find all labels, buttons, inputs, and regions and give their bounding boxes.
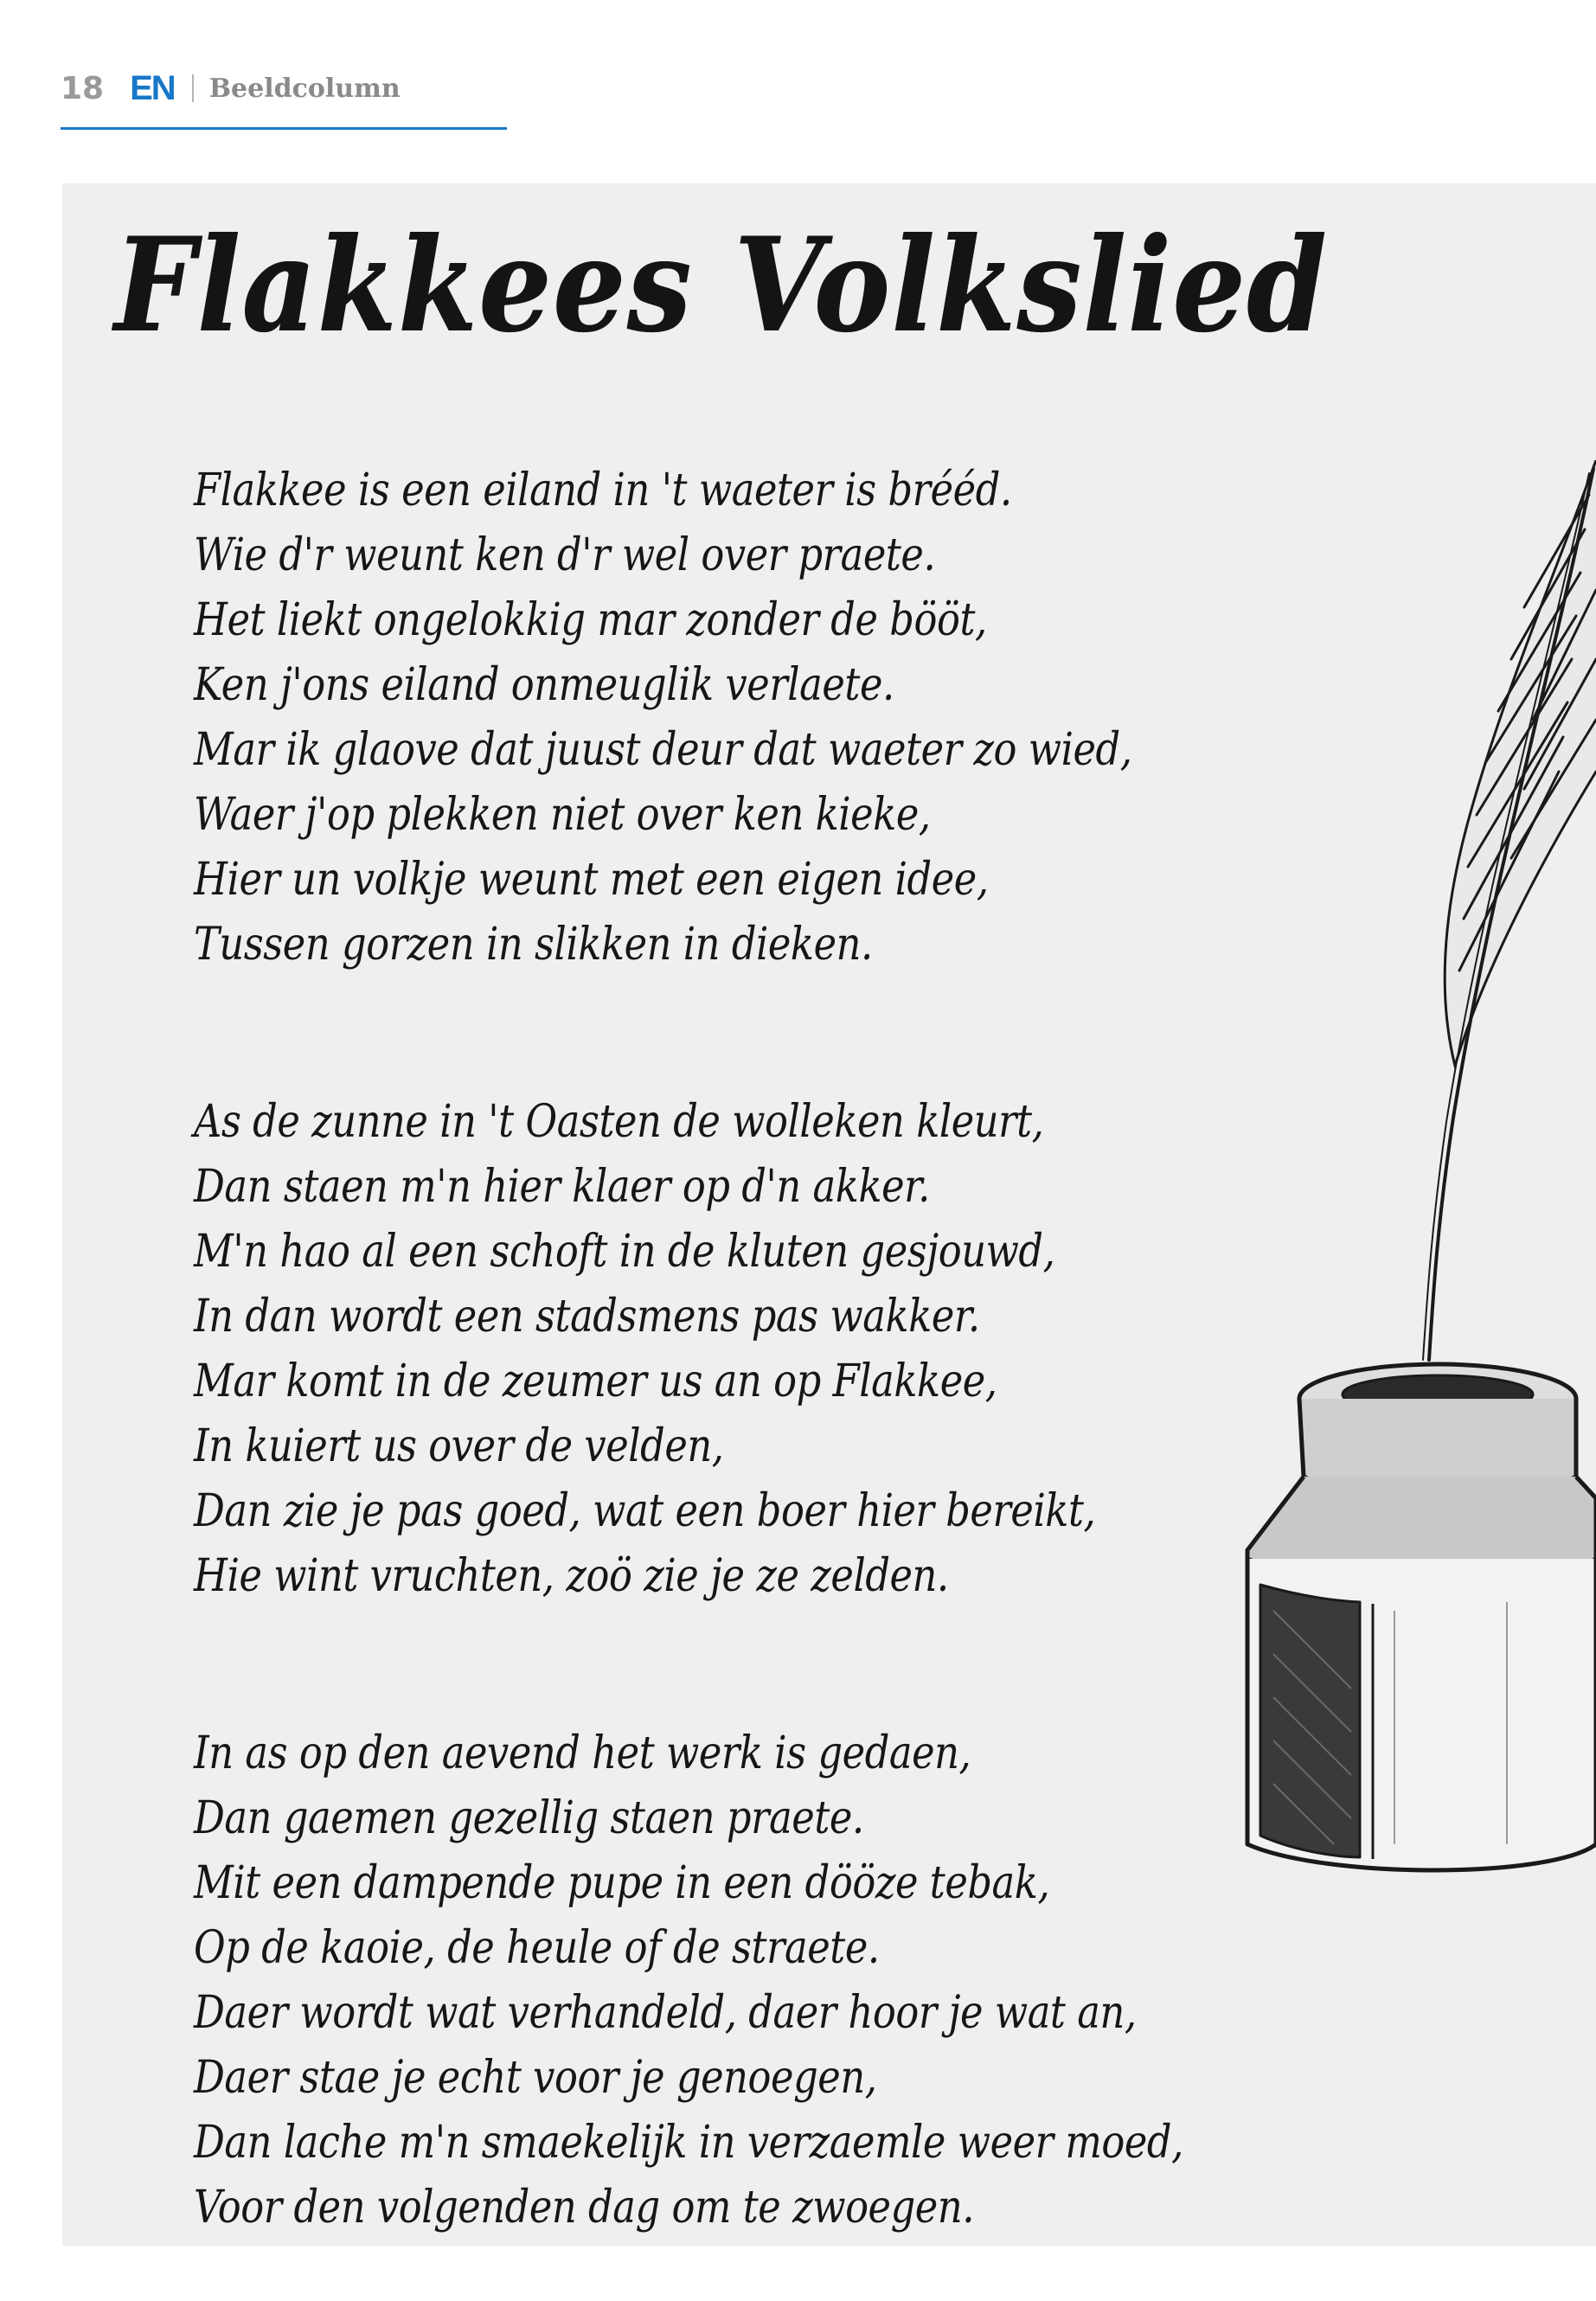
poem-line: M'n hao al een schoft in de kluten gesjouwd,	[194, 1226, 1055, 1278]
header-rule	[61, 127, 507, 130]
poem-line: Hier un volkje weunt met een eigen idee,	[194, 854, 989, 906]
poem-line: In as op den aevend het werk is gedaen,	[194, 1727, 971, 1779]
calligraphy-sheet	[62, 183, 1596, 2246]
poem-line: Voor den volgenden dag om te zwoegen.	[194, 2182, 974, 2234]
publication-logo: EN	[130, 68, 175, 107]
poem-line: Dan staen m'n hier klaer op d'n akker.	[194, 1161, 930, 1213]
stanza-3	[194, 1721, 1189, 2240]
stanza-2	[194, 1090, 1189, 1609]
poem-line: Mar komt in de zeumer us an op Flakkee,	[194, 1356, 997, 1407]
poem-line: Daer stae je echt voor je genoegen,	[194, 2052, 877, 2104]
poem-line: Het liekt ongelokkig mar zonder de bööt,	[194, 594, 987, 646]
poem-line: Dan lache m'n smaekelijk in verzaemle weer moed,	[194, 2117, 1183, 2169]
poem-line: As de zunne in 't Oasten de wolleken kleurt,	[194, 1096, 1044, 1148]
poem-line: Waer j'op plekken niet over ken kieke,	[194, 789, 931, 841]
poem-line: Dan gaemen gezellig staen praete.	[194, 1792, 864, 1844]
quill-inkwell-illustration	[1221, 460, 1596, 1888]
poem-line: Hie wint vruchten, zoö zie je ze zelden.	[194, 1550, 949, 1602]
poem-line: In dan wordt een stadsmens pas wakker.	[194, 1291, 980, 1343]
stanza-1	[194, 458, 1189, 977]
page-number: 18	[61, 70, 105, 106]
poem-title: Flakkees Volkslied	[114, 209, 1329, 362]
poem-body	[194, 458, 1189, 2246]
poem-line: In kuiert us over de velden,	[194, 1420, 724, 1472]
poem-line: Op de kaoie, de heule of de straete.	[194, 1922, 880, 1974]
poem-line: Tussen gorzen in slikken in dieken.	[194, 919, 873, 971]
poem-line: Ken j'ons eiland onmeuglik verlaete.	[194, 659, 894, 711]
poem-line: Flakkee is een eiland in 't waeter is brééd.	[194, 465, 1012, 516]
poem-line: Dan zie je pas goed, wat een boer hier bereikt,	[194, 1485, 1096, 1537]
poem-line: Wie d'r weunt ken d'r wel over praete.	[194, 529, 936, 581]
poem-line: Mit een dampende pupe in een dööze tebak,	[194, 1857, 1050, 1909]
section-label: Beeldcolumn	[208, 73, 401, 104]
quill-feather-icon	[1423, 460, 1596, 1360]
poem-line: Daer wordt wat verhandeld, daer hoor je wat an,	[194, 1987, 1137, 2039]
inkwell-icon	[1247, 1364, 1596, 1870]
page-header	[61, 62, 401, 114]
header-separator	[192, 74, 194, 102]
poem-line: Mar ik glaove dat juust deur dat waeter zo wied,	[194, 724, 1132, 776]
